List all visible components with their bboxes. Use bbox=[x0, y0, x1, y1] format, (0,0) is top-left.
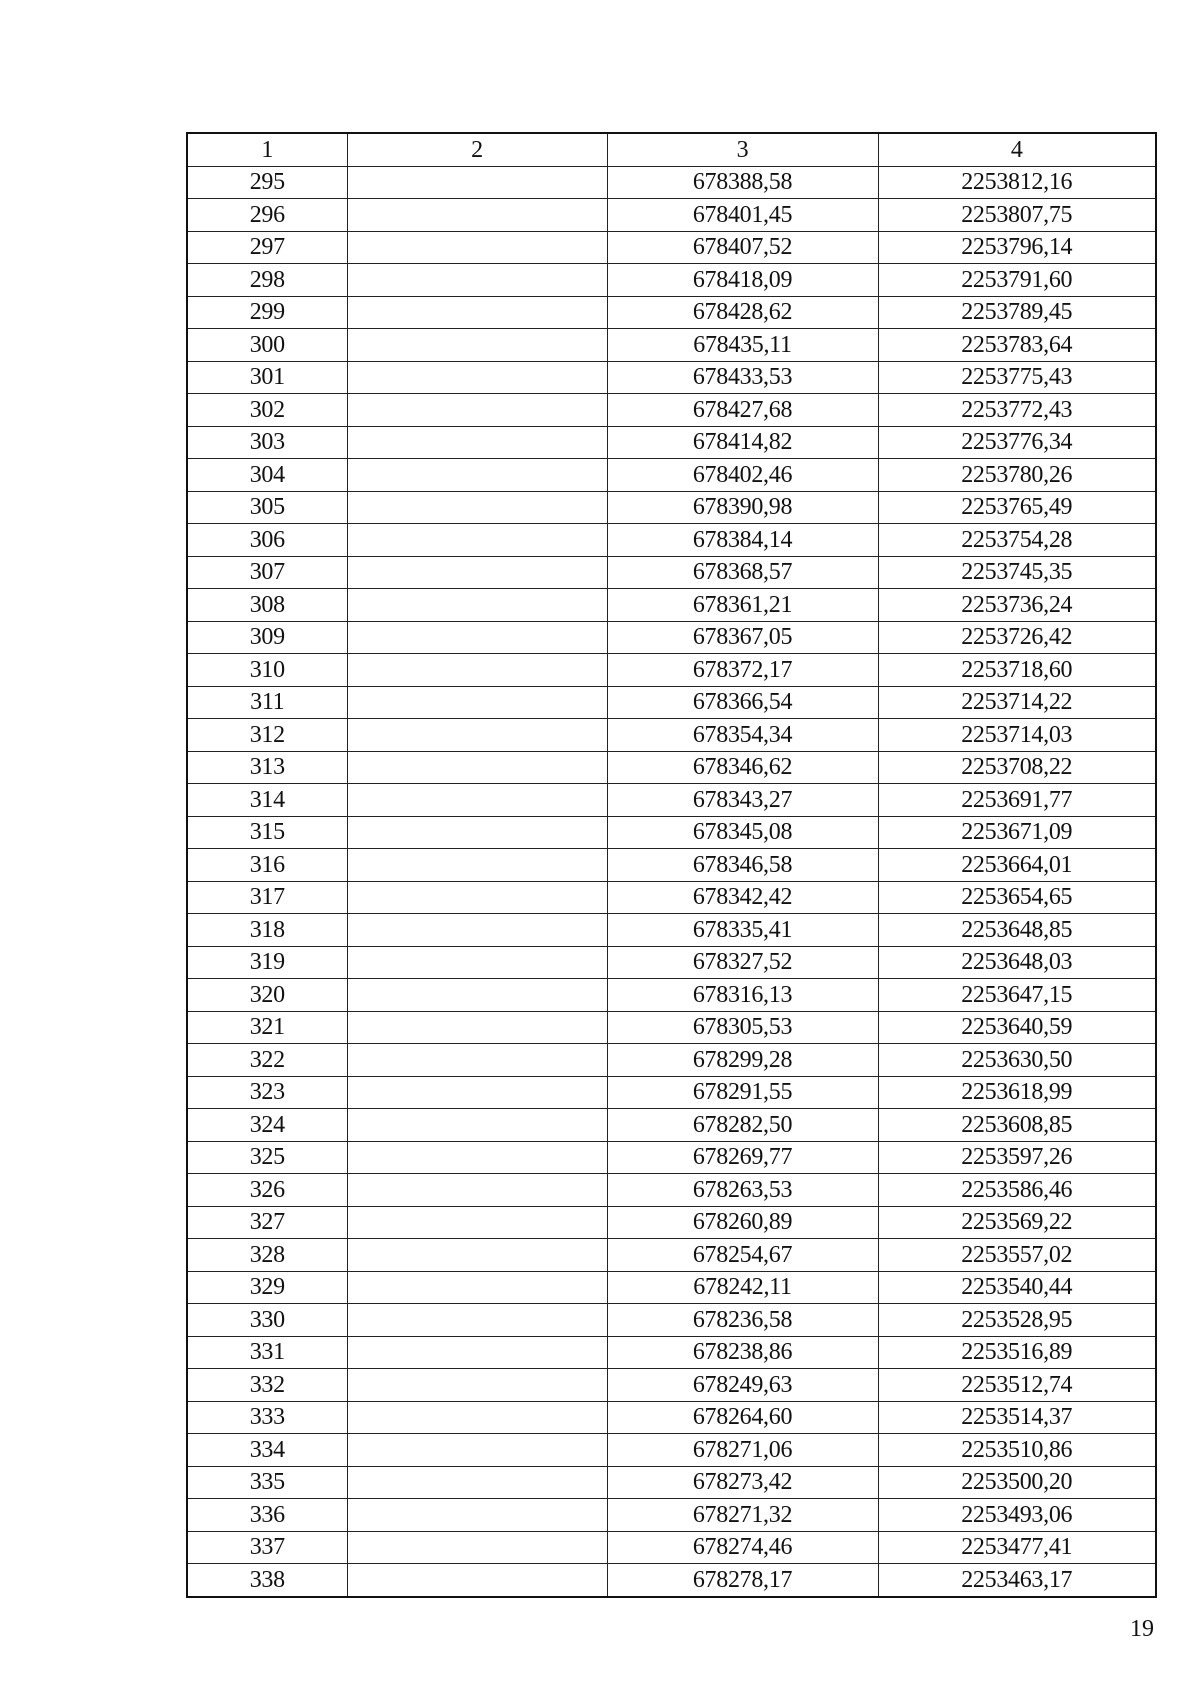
table-row bbox=[187, 459, 1156, 492]
table-row bbox=[187, 1466, 1156, 1499]
y-coordinate-cell: 2253776,34 bbox=[878, 426, 1156, 459]
blank-cell bbox=[347, 556, 607, 589]
y-coordinate-cell: 2253812,16 bbox=[878, 166, 1156, 199]
point-number-cell: 296 bbox=[187, 199, 347, 232]
x-coordinate-cell: 678271,06 bbox=[607, 1434, 878, 1467]
blank-cell bbox=[347, 491, 607, 524]
point-number-cell: 306 bbox=[187, 524, 347, 557]
blank-cell bbox=[347, 719, 607, 752]
y-coordinate-cell: 2253500,20 bbox=[878, 1466, 1156, 1499]
y-coordinate-cell: 2253647,15 bbox=[878, 979, 1156, 1012]
x-coordinate-cell: 678418,09 bbox=[607, 264, 878, 297]
table-row bbox=[187, 199, 1156, 232]
point-number-cell: 297 bbox=[187, 231, 347, 264]
blank-cell bbox=[347, 1044, 607, 1077]
table-row bbox=[187, 166, 1156, 199]
x-coordinate-cell: 678316,13 bbox=[607, 979, 878, 1012]
blank-cell bbox=[347, 199, 607, 232]
x-coordinate-cell: 678354,34 bbox=[607, 719, 878, 752]
blank-cell bbox=[347, 1174, 607, 1207]
y-coordinate-cell: 2253780,26 bbox=[878, 459, 1156, 492]
table-row bbox=[187, 946, 1156, 979]
point-number-cell: 336 bbox=[187, 1499, 347, 1532]
table-row bbox=[187, 556, 1156, 589]
blank-cell bbox=[347, 881, 607, 914]
point-number-cell: 308 bbox=[187, 589, 347, 622]
blank-cell bbox=[347, 784, 607, 817]
point-number-cell: 327 bbox=[187, 1206, 347, 1239]
blank-cell bbox=[347, 524, 607, 557]
point-number-cell: 335 bbox=[187, 1466, 347, 1499]
x-coordinate-cell: 678384,14 bbox=[607, 524, 878, 557]
blank-cell bbox=[347, 751, 607, 784]
table-header-row bbox=[187, 133, 1156, 166]
table-row bbox=[187, 1109, 1156, 1142]
x-coordinate-cell: 678390,98 bbox=[607, 491, 878, 524]
y-coordinate-cell: 2253630,50 bbox=[878, 1044, 1156, 1077]
blank-cell bbox=[347, 231, 607, 264]
point-number-cell: 319 bbox=[187, 946, 347, 979]
x-coordinate-cell: 678428,62 bbox=[607, 296, 878, 329]
table-row bbox=[187, 914, 1156, 947]
y-coordinate-cell: 2253783,64 bbox=[878, 329, 1156, 362]
point-number-cell: 315 bbox=[187, 816, 347, 849]
x-coordinate-cell: 678242,11 bbox=[607, 1271, 878, 1304]
point-number-cell: 302 bbox=[187, 394, 347, 427]
x-coordinate-cell: 678427,68 bbox=[607, 394, 878, 427]
point-number-cell: 334 bbox=[187, 1434, 347, 1467]
blank-cell bbox=[347, 849, 607, 882]
y-coordinate-cell: 2253807,75 bbox=[878, 199, 1156, 232]
y-coordinate-cell: 2253510,86 bbox=[878, 1434, 1156, 1467]
y-coordinate-cell: 2253664,01 bbox=[878, 849, 1156, 882]
point-number-cell: 329 bbox=[187, 1271, 347, 1304]
y-coordinate-cell: 2253718,60 bbox=[878, 654, 1156, 687]
x-coordinate-cell: 678343,27 bbox=[607, 784, 878, 817]
x-coordinate-cell: 678361,21 bbox=[607, 589, 878, 622]
point-number-cell: 314 bbox=[187, 784, 347, 817]
x-coordinate-cell: 678249,63 bbox=[607, 1369, 878, 1402]
table-row bbox=[187, 1271, 1156, 1304]
blank-cell bbox=[347, 361, 607, 394]
table-row bbox=[187, 1044, 1156, 1077]
blank-cell bbox=[347, 1369, 607, 1402]
table-row bbox=[187, 849, 1156, 882]
y-coordinate-cell: 2253726,42 bbox=[878, 621, 1156, 654]
table-body bbox=[187, 166, 1156, 1597]
point-number-cell: 312 bbox=[187, 719, 347, 752]
y-coordinate-cell: 2253691,77 bbox=[878, 784, 1156, 817]
blank-cell bbox=[347, 1271, 607, 1304]
x-coordinate-cell: 678372,17 bbox=[607, 654, 878, 687]
blank-cell bbox=[347, 1206, 607, 1239]
blank-cell bbox=[347, 1239, 607, 1272]
blank-cell bbox=[347, 264, 607, 297]
point-number-cell: 310 bbox=[187, 654, 347, 687]
blank-cell bbox=[347, 589, 607, 622]
column-header-1: 1 bbox=[187, 133, 347, 166]
y-coordinate-cell: 2253514,37 bbox=[878, 1401, 1156, 1434]
point-number-cell: 326 bbox=[187, 1174, 347, 1207]
x-coordinate-cell: 678327,52 bbox=[607, 946, 878, 979]
y-coordinate-cell: 2253463,17 bbox=[878, 1564, 1156, 1597]
x-coordinate-cell: 678366,54 bbox=[607, 686, 878, 719]
point-number-cell: 320 bbox=[187, 979, 347, 1012]
blank-cell bbox=[347, 1434, 607, 1467]
x-coordinate-cell: 678368,57 bbox=[607, 556, 878, 589]
blank-cell bbox=[347, 914, 607, 947]
table-row bbox=[187, 524, 1156, 557]
x-coordinate-cell: 678273,42 bbox=[607, 1466, 878, 1499]
y-coordinate-cell: 2253648,85 bbox=[878, 914, 1156, 947]
point-number-cell: 307 bbox=[187, 556, 347, 589]
blank-cell bbox=[347, 394, 607, 427]
y-coordinate-cell: 2253765,49 bbox=[878, 491, 1156, 524]
point-number-cell: 298 bbox=[187, 264, 347, 297]
x-coordinate-cell: 678345,08 bbox=[607, 816, 878, 849]
x-coordinate-cell: 678433,53 bbox=[607, 361, 878, 394]
x-coordinate-cell: 678263,53 bbox=[607, 1174, 878, 1207]
table-row bbox=[187, 491, 1156, 524]
y-coordinate-cell: 2253708,22 bbox=[878, 751, 1156, 784]
point-number-cell: 305 bbox=[187, 491, 347, 524]
x-coordinate-cell: 678346,62 bbox=[607, 751, 878, 784]
blank-cell bbox=[347, 1109, 607, 1142]
blank-cell bbox=[347, 1564, 607, 1597]
table-row bbox=[187, 1076, 1156, 1109]
table-row bbox=[187, 816, 1156, 849]
y-coordinate-cell: 2253714,22 bbox=[878, 686, 1156, 719]
x-coordinate-cell: 678274,46 bbox=[607, 1531, 878, 1564]
table-row bbox=[187, 1174, 1156, 1207]
table-row bbox=[187, 361, 1156, 394]
table-row bbox=[187, 1141, 1156, 1174]
point-number-cell: 313 bbox=[187, 751, 347, 784]
blank-cell bbox=[347, 1141, 607, 1174]
blank-cell bbox=[347, 426, 607, 459]
y-coordinate-cell: 2253512,74 bbox=[878, 1369, 1156, 1402]
y-coordinate-cell: 2253791,60 bbox=[878, 264, 1156, 297]
blank-cell bbox=[347, 1531, 607, 1564]
blank-cell bbox=[347, 686, 607, 719]
table-row bbox=[187, 1304, 1156, 1337]
point-number-cell: 318 bbox=[187, 914, 347, 947]
point-number-cell: 300 bbox=[187, 329, 347, 362]
table-row bbox=[187, 881, 1156, 914]
table-row bbox=[187, 1336, 1156, 1369]
table-row bbox=[187, 264, 1156, 297]
point-number-cell: 323 bbox=[187, 1076, 347, 1109]
point-number-cell: 325 bbox=[187, 1141, 347, 1174]
point-number-cell: 330 bbox=[187, 1304, 347, 1337]
point-number-cell: 303 bbox=[187, 426, 347, 459]
y-coordinate-cell: 2253557,02 bbox=[878, 1239, 1156, 1272]
x-coordinate-cell: 678264,60 bbox=[607, 1401, 878, 1434]
x-coordinate-cell: 678402,46 bbox=[607, 459, 878, 492]
y-coordinate-cell: 2253754,28 bbox=[878, 524, 1156, 557]
y-coordinate-cell: 2253540,44 bbox=[878, 1271, 1156, 1304]
table-row bbox=[187, 426, 1156, 459]
y-coordinate-cell: 2253648,03 bbox=[878, 946, 1156, 979]
x-coordinate-cell: 678346,58 bbox=[607, 849, 878, 882]
blank-cell bbox=[347, 166, 607, 199]
blank-cell bbox=[347, 979, 607, 1012]
y-coordinate-cell: 2253736,24 bbox=[878, 589, 1156, 622]
column-header-3: 3 bbox=[607, 133, 878, 166]
table-row bbox=[187, 231, 1156, 264]
point-number-cell: 322 bbox=[187, 1044, 347, 1077]
table-row bbox=[187, 621, 1156, 654]
y-coordinate-cell: 2253618,99 bbox=[878, 1076, 1156, 1109]
blank-cell bbox=[347, 1076, 607, 1109]
x-coordinate-cell: 678236,58 bbox=[607, 1304, 878, 1337]
point-number-cell: 324 bbox=[187, 1109, 347, 1142]
point-number-cell: 333 bbox=[187, 1401, 347, 1434]
blank-cell bbox=[347, 1304, 607, 1337]
blank-cell bbox=[347, 1401, 607, 1434]
y-coordinate-cell: 2253569,22 bbox=[878, 1206, 1156, 1239]
point-number-cell: 332 bbox=[187, 1369, 347, 1402]
blank-cell bbox=[347, 654, 607, 687]
y-coordinate-cell: 2253796,14 bbox=[878, 231, 1156, 264]
blank-cell bbox=[347, 621, 607, 654]
y-coordinate-cell: 2253714,03 bbox=[878, 719, 1156, 752]
blank-cell bbox=[347, 296, 607, 329]
table-row bbox=[187, 394, 1156, 427]
blank-cell bbox=[347, 946, 607, 979]
point-number-cell: 328 bbox=[187, 1239, 347, 1272]
table-row bbox=[187, 329, 1156, 362]
y-coordinate-cell: 2253528,95 bbox=[878, 1304, 1156, 1337]
y-coordinate-cell: 2253775,43 bbox=[878, 361, 1156, 394]
table-row bbox=[187, 784, 1156, 817]
point-number-cell: 304 bbox=[187, 459, 347, 492]
table-row bbox=[187, 719, 1156, 752]
point-number-cell: 337 bbox=[187, 1531, 347, 1564]
y-coordinate-cell: 2253477,41 bbox=[878, 1531, 1156, 1564]
x-coordinate-cell: 678291,55 bbox=[607, 1076, 878, 1109]
table-row bbox=[187, 1206, 1156, 1239]
x-coordinate-cell: 678305,53 bbox=[607, 1011, 878, 1044]
x-coordinate-cell: 678342,42 bbox=[607, 881, 878, 914]
x-coordinate-cell: 678282,50 bbox=[607, 1109, 878, 1142]
y-coordinate-cell: 2253493,06 bbox=[878, 1499, 1156, 1532]
x-coordinate-cell: 678367,05 bbox=[607, 621, 878, 654]
x-coordinate-cell: 678254,67 bbox=[607, 1239, 878, 1272]
blank-cell bbox=[347, 1011, 607, 1044]
x-coordinate-cell: 678238,86 bbox=[607, 1336, 878, 1369]
blank-cell bbox=[347, 1499, 607, 1532]
table-row bbox=[187, 1239, 1156, 1272]
table-row bbox=[187, 1564, 1156, 1597]
y-coordinate-cell: 2253586,46 bbox=[878, 1174, 1156, 1207]
table-row bbox=[187, 751, 1156, 784]
table-row bbox=[187, 1369, 1156, 1402]
table-row bbox=[187, 654, 1156, 687]
point-number-cell: 295 bbox=[187, 166, 347, 199]
y-coordinate-cell: 2253640,59 bbox=[878, 1011, 1156, 1044]
table-row bbox=[187, 686, 1156, 719]
table-row bbox=[187, 1499, 1156, 1532]
x-coordinate-cell: 678414,82 bbox=[607, 426, 878, 459]
point-number-cell: 317 bbox=[187, 881, 347, 914]
coordinates-table bbox=[186, 132, 1157, 1598]
x-coordinate-cell: 678401,45 bbox=[607, 199, 878, 232]
column-header-4: 4 bbox=[878, 133, 1156, 166]
column-header-2: 2 bbox=[347, 133, 607, 166]
point-number-cell: 301 bbox=[187, 361, 347, 394]
blank-cell bbox=[347, 459, 607, 492]
x-coordinate-cell: 678260,89 bbox=[607, 1206, 878, 1239]
x-coordinate-cell: 678407,52 bbox=[607, 231, 878, 264]
point-number-cell: 321 bbox=[187, 1011, 347, 1044]
table-row bbox=[187, 1401, 1156, 1434]
blank-cell bbox=[347, 329, 607, 362]
x-coordinate-cell: 678299,28 bbox=[607, 1044, 878, 1077]
y-coordinate-cell: 2253789,45 bbox=[878, 296, 1156, 329]
y-coordinate-cell: 2253654,65 bbox=[878, 881, 1156, 914]
point-number-cell: 299 bbox=[187, 296, 347, 329]
y-coordinate-cell: 2253745,35 bbox=[878, 556, 1156, 589]
point-number-cell: 309 bbox=[187, 621, 347, 654]
y-coordinate-cell: 2253608,85 bbox=[878, 1109, 1156, 1142]
point-number-cell: 316 bbox=[187, 849, 347, 882]
x-coordinate-cell: 678435,11 bbox=[607, 329, 878, 362]
x-coordinate-cell: 678271,32 bbox=[607, 1499, 878, 1532]
table-row bbox=[187, 979, 1156, 1012]
x-coordinate-cell: 678278,17 bbox=[607, 1564, 878, 1597]
x-coordinate-cell: 678388,58 bbox=[607, 166, 878, 199]
y-coordinate-cell: 2253671,09 bbox=[878, 816, 1156, 849]
blank-cell bbox=[347, 1466, 607, 1499]
table-row bbox=[187, 1531, 1156, 1564]
y-coordinate-cell: 2253597,26 bbox=[878, 1141, 1156, 1174]
table-row bbox=[187, 589, 1156, 622]
point-number-cell: 331 bbox=[187, 1336, 347, 1369]
y-coordinate-cell: 2253516,89 bbox=[878, 1336, 1156, 1369]
y-coordinate-cell: 2253772,43 bbox=[878, 394, 1156, 427]
blank-cell bbox=[347, 1336, 607, 1369]
table-row bbox=[187, 1434, 1156, 1467]
table-row bbox=[187, 1011, 1156, 1044]
point-number-cell: 311 bbox=[187, 686, 347, 719]
point-number-cell: 338 bbox=[187, 1564, 347, 1597]
x-coordinate-cell: 678269,77 bbox=[607, 1141, 878, 1174]
blank-cell bbox=[347, 816, 607, 849]
page-number: 19 bbox=[1130, 1616, 1154, 1642]
table-row bbox=[187, 296, 1156, 329]
x-coordinate-cell: 678335,41 bbox=[607, 914, 878, 947]
